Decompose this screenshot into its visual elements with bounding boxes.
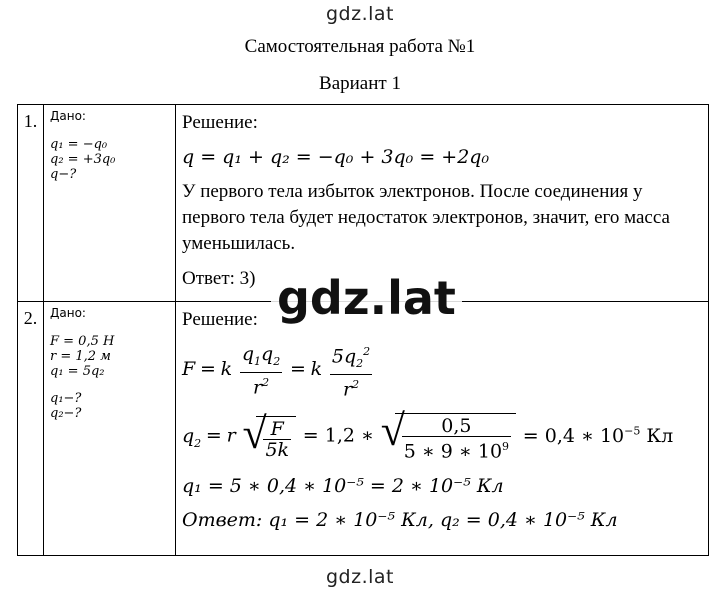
given-item: q₂ = +3q₀ xyxy=(50,152,116,167)
given-item: F = 0,5 Н xyxy=(50,334,115,349)
given-cell xyxy=(44,302,176,556)
answer-text: Ответ: q₁ = 2 ∗ 10⁻⁵ Кл, q₂ = 0,4 ∗ 10⁻⁵ Кл xyxy=(182,508,618,531)
solution-label: Решение: xyxy=(182,309,258,330)
q1-formula: q₁ = 5 ∗ 0,4 ∗ 10⁻⁵ = 2 ∗ 10⁻⁵ Кл xyxy=(182,474,504,497)
given-item: r = 1,2 м xyxy=(50,349,111,364)
explanation-text: У первого тела избыток электронов. После соединения у первого тела будет недостаток электронов, значит, его масса уменьшилась. xyxy=(182,181,670,254)
variant-title: Вариант 1 xyxy=(319,73,401,94)
formula-line: q = q₁ + q₂ = −q₀ + 3q₀ = +2q₀ xyxy=(182,146,490,168)
given-item: q₁ = −q₀ xyxy=(50,137,108,152)
given-item: q−? xyxy=(50,167,77,182)
given-label: Дано: xyxy=(50,109,86,123)
problem-number: 2. xyxy=(18,302,44,556)
watermark-center: gdz.lat xyxy=(271,271,462,325)
coulomb-formula: F = k $\frac{q_1q_2}{r^2}$ = k $\frac{5q_2^2}{r^2}$ xyxy=(182,343,371,401)
q2-formula: $q_2 = r$ √ $\frac{F}{5k}$ = 1,2 ∗ √ $\frac{0,5}{5 ∗ 9 ∗ 10^9}$ = 0,4 ∗ $10^{-5}$ Кл xyxy=(182,406,674,463)
find-item: q₁−? xyxy=(50,391,82,406)
given-item: q₁ = 5q₂ xyxy=(50,364,105,379)
solution-label: Решение: xyxy=(182,112,258,133)
answer-text: Ответ: 3) xyxy=(182,268,256,289)
solution-cell xyxy=(176,302,709,556)
page-title: Самостоятельная работа №1 xyxy=(244,36,476,57)
watermark-top: gdz.lat xyxy=(325,3,394,25)
solutions-table xyxy=(17,104,709,556)
given-cell xyxy=(44,105,176,302)
problem-row-2 xyxy=(18,302,709,556)
watermark-bottom: gdz.lat xyxy=(325,566,394,588)
problem-number: 1. xyxy=(18,105,44,302)
given-label: Дано: xyxy=(50,306,86,320)
find-item: q₂−? xyxy=(50,406,82,421)
